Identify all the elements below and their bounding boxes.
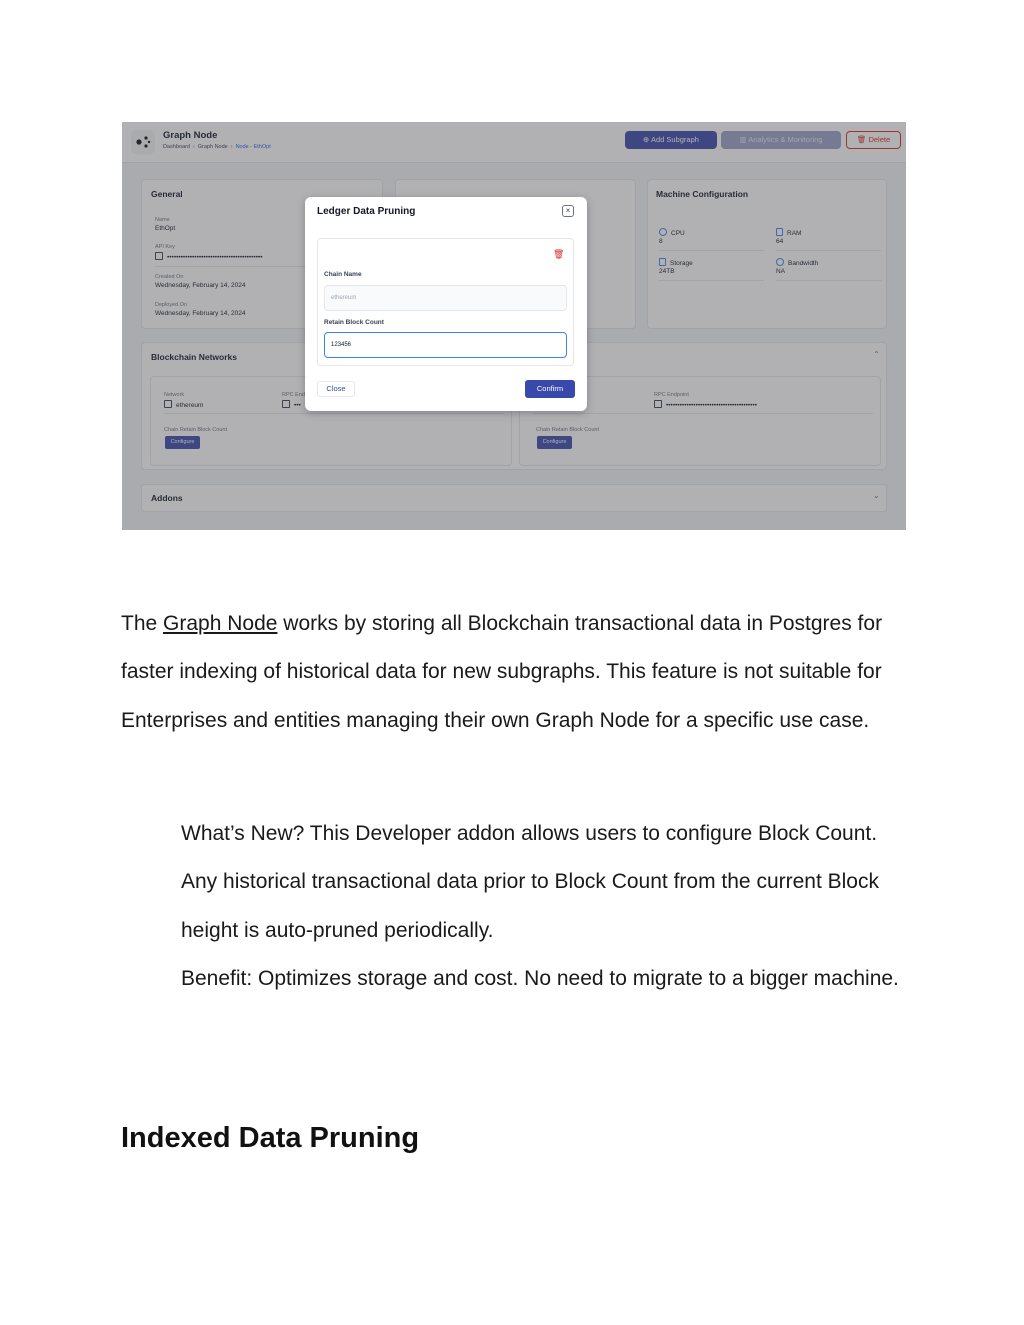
breadcrumb-dashboard[interactable]: Dashboard: [163, 144, 190, 150]
configure-button[interactable]: Configure: [537, 436, 572, 449]
graph-node-screenshot: [122, 122, 906, 530]
storage-value: 24TB: [659, 268, 675, 275]
rpc-endpoint-label: RPC Endpoint: [654, 392, 689, 398]
ram-value: 64: [776, 238, 784, 245]
chart-icon: ▥: [739, 135, 749, 144]
network-value-text: ethereum: [176, 402, 204, 409]
rpc-value-text: •••: [294, 402, 301, 409]
chevron-right-icon: ›: [192, 144, 195, 150]
modal-title: Ledger Data Pruning: [317, 206, 416, 217]
feature-notes: [181, 810, 901, 1003]
storage-label-text: Storage: [670, 260, 693, 267]
bandwidth-label-text: Bandwidth: [788, 260, 819, 267]
configure-button[interactable]: Configure: [165, 436, 200, 449]
chain-name-label: Chain Name: [324, 271, 362, 278]
close-icon[interactable]: ×: [562, 205, 574, 217]
cpu-label-text: CPU: [671, 230, 685, 237]
pruning-form: [317, 238, 574, 366]
add-subgraph-button[interactable]: ⊕ Add Subgraph: [625, 131, 717, 149]
page-title: Graph Node: [163, 130, 218, 141]
intro-paragraph: [121, 600, 911, 745]
rpc-label: RPC End: [282, 392, 305, 398]
delete-label: Delete: [868, 135, 891, 144]
name-value: EthOpt: [155, 225, 176, 232]
general-title: General: [151, 189, 183, 199]
retain-block-count-input[interactable]: 123456: [324, 332, 567, 358]
rpc-endpoint-text: ••••••••••••••••••••••••••••••••••••••••: [666, 402, 758, 409]
network-label: Network: [164, 392, 185, 398]
breadcrumb-current: Node - EthOpt: [235, 144, 271, 150]
section-heading: Indexed Data Pruning: [121, 1122, 420, 1154]
ledger-pruning-modal: [305, 197, 587, 411]
confirm-button[interactable]: Confirm: [525, 380, 575, 398]
cpu-value: 8: [659, 238, 663, 245]
retain-label: Chain Retain Block Count: [164, 427, 227, 433]
retain-label: Chain Retain Block Count: [536, 427, 599, 433]
close-button[interactable]: Close: [317, 381, 355, 397]
machine-config-title: Machine Configuration: [656, 189, 749, 199]
api-key-label: API Key: [155, 244, 175, 250]
retain-block-count-label: Retain Block Count: [324, 319, 384, 326]
addons-title: Addons: [151, 493, 183, 503]
created-label: Created On: [155, 274, 184, 280]
analytics-label: Analytics & Monitoring: [748, 135, 823, 144]
created-value: Wednesday, February 14, 2024: [155, 282, 246, 289]
name-label: Name: [155, 217, 170, 223]
chevron-up-icon[interactable]: ⌃: [873, 350, 880, 359]
api-key-masked: ••••••••••••••••••••••••••••••••••••••••••: [167, 254, 263, 261]
chevron-right-icon: ›: [230, 144, 233, 150]
trash-icon[interactable]: 🗑: [553, 249, 565, 259]
ram-label-text: RAM: [787, 230, 802, 237]
benefit-text: Benefit: Optimizes storage and cost. No need to migrate to a bigger machine.: [181, 966, 899, 990]
intro-text-start: The: [121, 612, 164, 635]
trash-icon: 🗑: [856, 135, 869, 144]
intro-text-rest: works by storing all Blockchain transactional data in Postgres for faster indexing of historical data for new subgraphs. This feature is not suitable for Enterprises and entities managing their own Graph Node for a specific use case.: [121, 612, 883, 732]
deployed-label: Deployed On: [155, 302, 188, 308]
chain-name-input: ethereum: [324, 285, 567, 311]
whats-new-text: What’s New? This Developer addon allows users to configure Block Count. Any historical transactional data prior to Block Count from the current Block height is auto-pruned periodically.: [181, 822, 879, 942]
graph-node-link[interactable]: Graph Node: [163, 612, 278, 635]
bandwidth-value: NA: [776, 268, 786, 275]
chevron-down-icon[interactable]: ⌄: [873, 491, 880, 500]
blockchain-networks-title: Blockchain Networks: [151, 352, 237, 362]
breadcrumb-graph-node[interactable]: Graph Node: [197, 144, 228, 150]
deployed-value: Wednesday, February 14, 2024: [155, 310, 246, 317]
